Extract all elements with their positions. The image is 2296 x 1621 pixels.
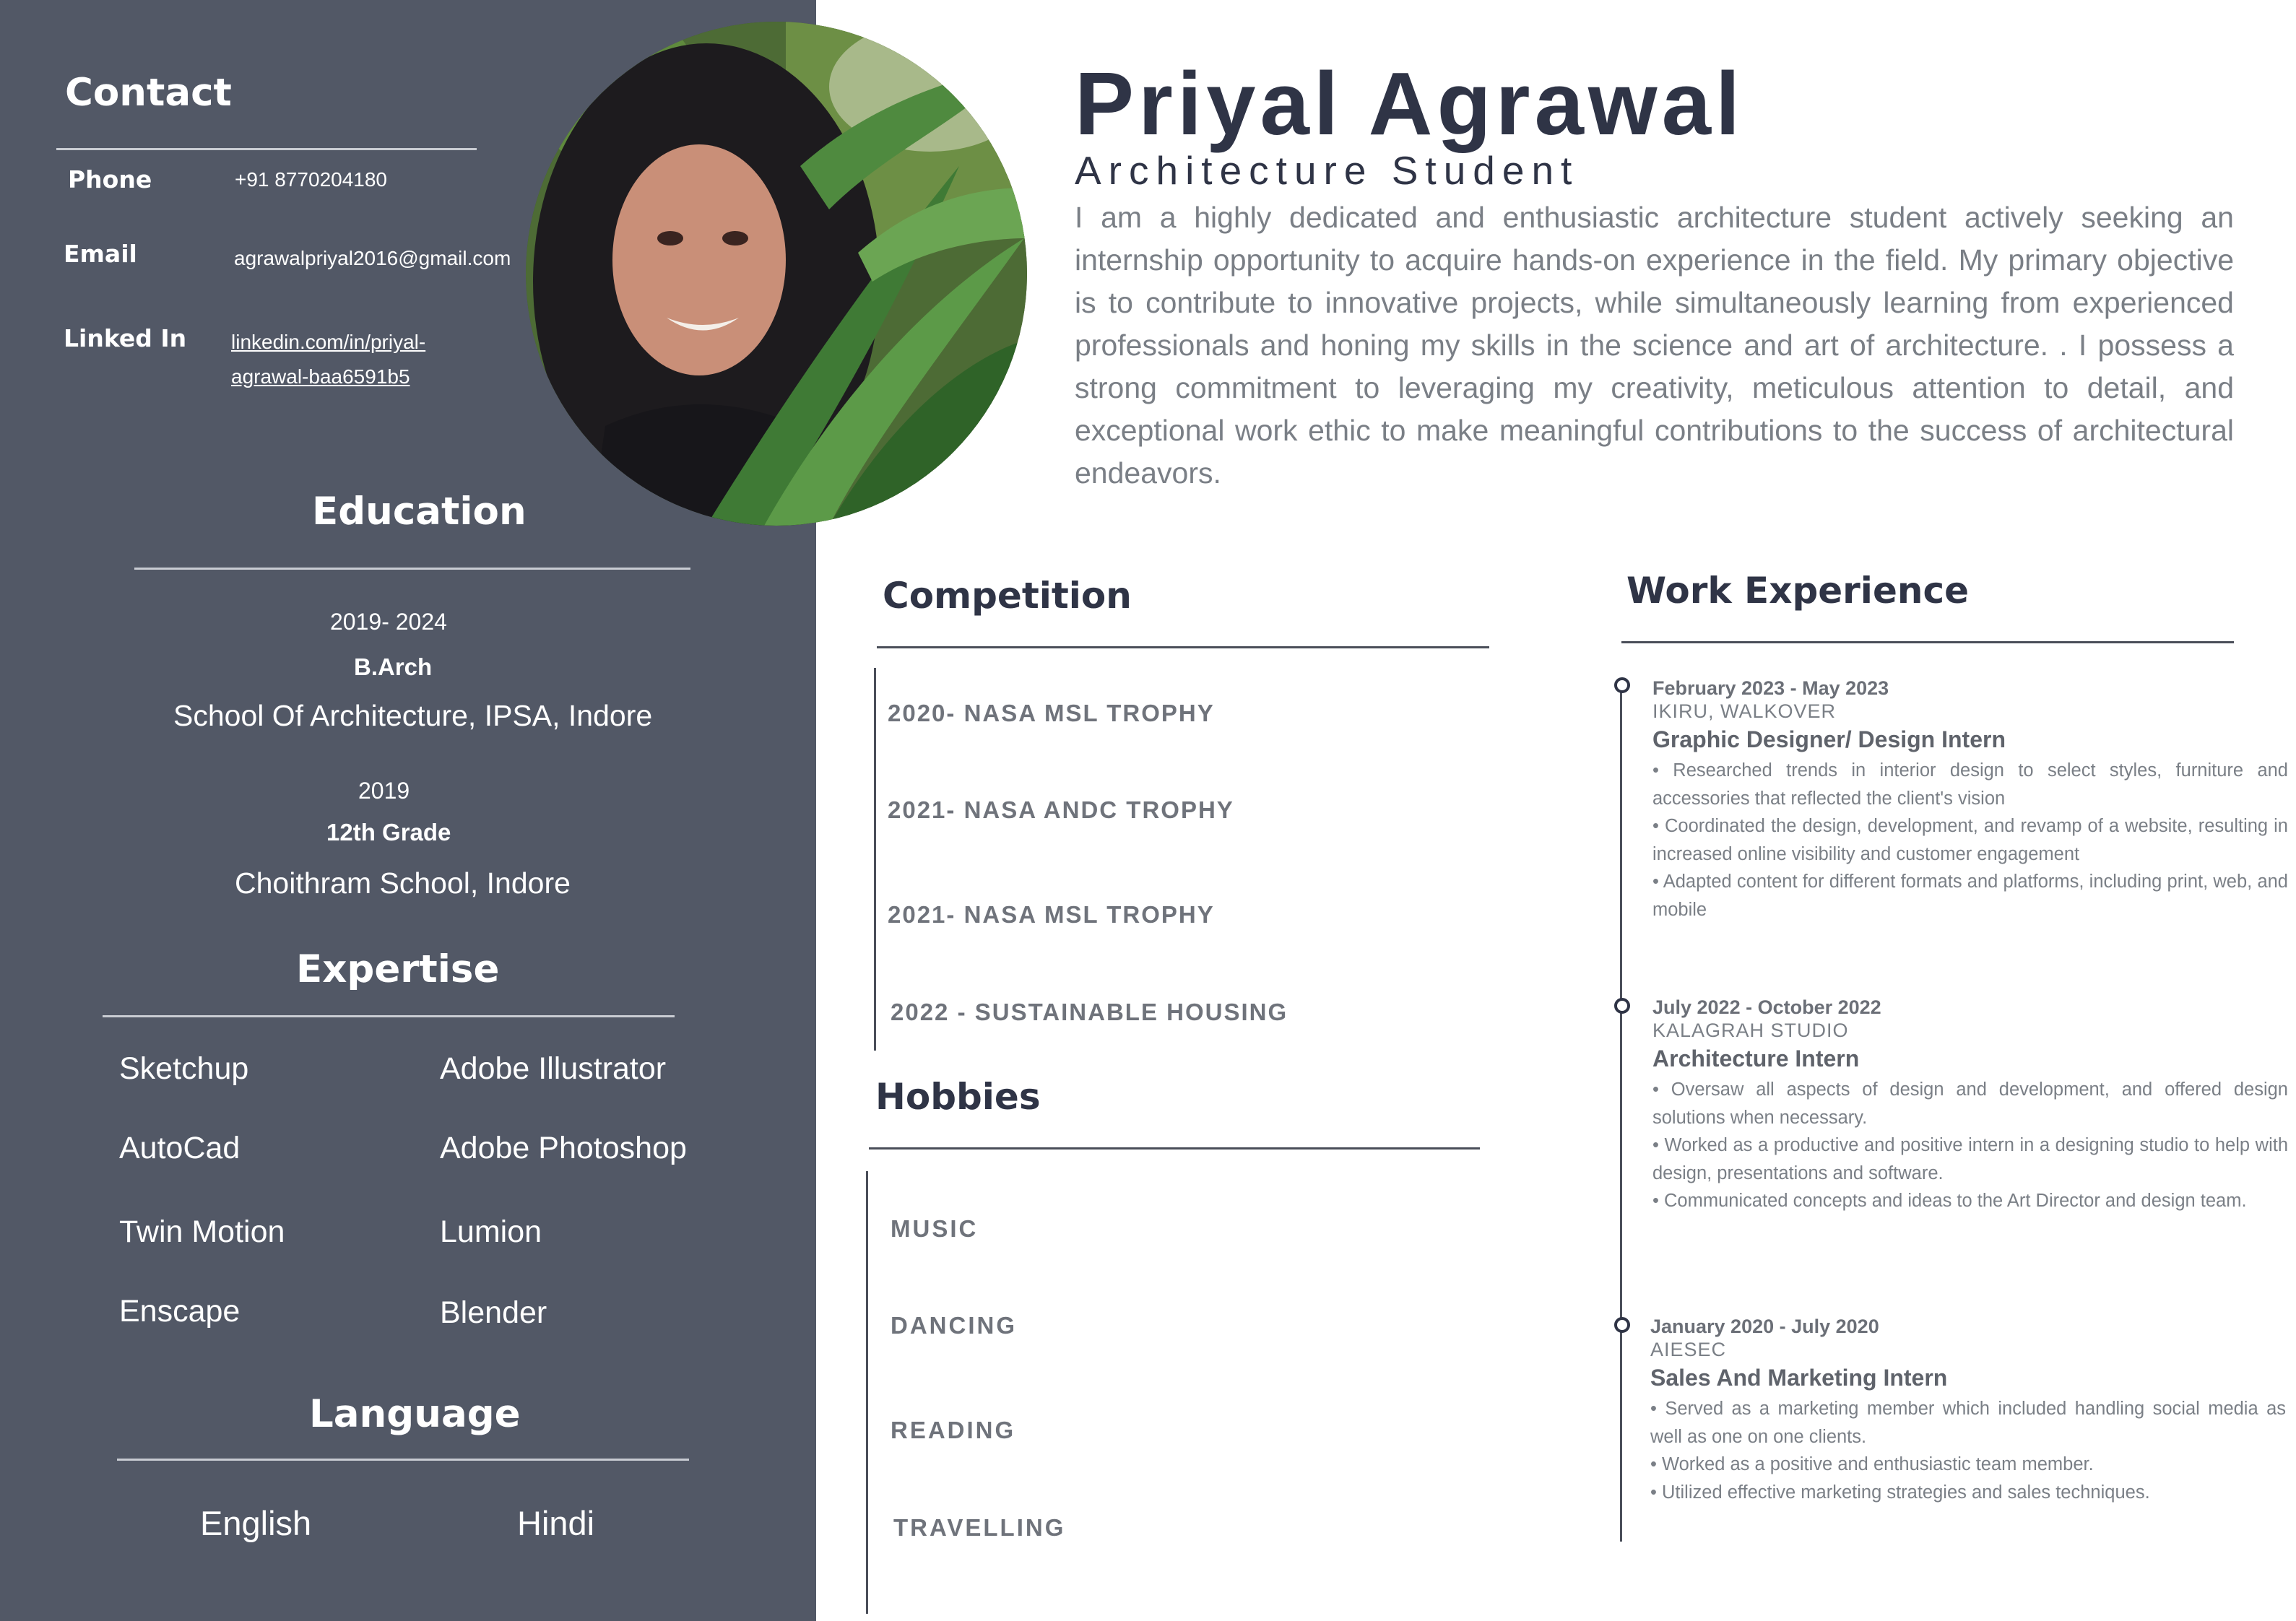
job-company: IKIRU, WALKOVER <box>1652 700 1837 722</box>
linkedin-link-line1[interactable]: linkedin.com/in/priyal- <box>231 331 426 353</box>
skill-item: Twin Motion <box>119 1214 285 1249</box>
education-school: Choithram School, Indore <box>235 866 571 900</box>
competition-item: 2021- NASA MSL TROPHY <box>888 901 1215 928</box>
work-experience-divider <box>1621 641 2234 643</box>
education-years: 2019 <box>358 778 410 804</box>
linkedin-label: Linked In <box>64 324 187 352</box>
hobbies-divider <box>869 1147 1480 1150</box>
competition-divider <box>877 646 1489 648</box>
job-bullet: • Worked as a productive and positive intern in a designing studio to help with design, presentations and software. <box>1652 1135 2288 1183</box>
job-bullet: • Coordinated the design, development, and revamp of a website, resulting in increased online visibility and customer engagement <box>1652 816 2288 864</box>
hobbies-timeline <box>866 1171 868 1614</box>
competition-item: 2022 - SUSTAINABLE HOUSING <box>891 999 1288 1025</box>
expertise-divider <box>103 1015 675 1017</box>
education-school: School Of Architecture, IPSA, Indore <box>173 699 653 732</box>
language-item: Hindi <box>517 1504 595 1542</box>
education-degree: 12th Grade <box>326 819 451 846</box>
phone-label: Phone <box>68 165 152 194</box>
hobby-item: MUSIC <box>891 1215 979 1242</box>
skill-item: Sketchup <box>119 1051 249 1086</box>
education-heading: Education <box>312 490 527 534</box>
language-heading: Language <box>309 1392 521 1436</box>
skill-item: Enscape <box>119 1294 241 1329</box>
job-company: AIESEC <box>1650 1339 1727 1360</box>
job-company: KALAGRAH STUDIO <box>1652 1020 1849 1041</box>
contact-divider <box>56 148 477 150</box>
job-bullet: • Utilized effective marketing strategies and sales techniques. <box>1650 1482 2150 1503</box>
competition-timeline <box>874 668 876 1051</box>
education-divider <box>134 568 690 570</box>
job-title: Graphic Designer/ Design Intern <box>1652 726 2006 752</box>
contact-heading: Contact <box>65 71 232 115</box>
linkedin-link[interactable] <box>231 325 425 394</box>
expertise-heading: Expertise <box>296 947 500 991</box>
profile-photo <box>526 22 1027 526</box>
job-title: Architecture Intern <box>1652 1046 1860 1072</box>
job-entry <box>1650 1314 2286 1506</box>
skill-item: Blender <box>440 1295 547 1330</box>
job-title: Sales And Marketing Intern <box>1650 1365 1948 1391</box>
work-experience-timeline <box>1620 682 1622 1542</box>
hobby-item: DANCING <box>891 1312 1017 1339</box>
job-entry <box>1652 995 2288 1215</box>
hobbies-heading: Hobbies <box>875 1076 1041 1118</box>
timeline-dot <box>1614 1317 1630 1333</box>
job-bullet: • Worked as a positive and enthusiastic team member. <box>1650 1454 2094 1474</box>
job-dates: July 2022 - October 2022 <box>1652 996 1881 1018</box>
competition-heading: Competition <box>883 575 1132 617</box>
job-bullet: • Oversaw all aspects of design and development, and offered design solutions when necessary. <box>1652 1079 2288 1128</box>
language-item: English <box>200 1504 312 1542</box>
job-bullet: • Served as a marketing member which included handling social media as well as one on one clients. <box>1650 1399 2286 1447</box>
skill-item: Lumion <box>440 1214 542 1249</box>
education-years: 2019- 2024 <box>330 609 447 635</box>
skill-item: AutoCad <box>119 1131 241 1165</box>
candidate-role: Architecture Student <box>1075 148 1580 193</box>
timeline-dot <box>1614 677 1630 693</box>
email-label: Email <box>64 240 137 268</box>
candidate-name: Priyal Agrawal <box>1075 55 1745 154</box>
profile-summary: I am a highly dedicated and enthusiastic architecture student actively seeking an internship opportunity to acquire hands-on experience in the field. My primary objective is to contribute to innovative projects, while simultaneously learning from experienced professionals and honing my skills in the science and art of architecture. . I possess a strong commitment to leveraging my creativity, meticulous attention to detail, and exceptional work ethic to make meaningful contributions to the success of architectural endeavors. <box>1075 201 2234 490</box>
linkedin-link-line2[interactable]: agrawal-baa6591b5 <box>231 365 410 388</box>
job-dates: February 2023 - May 2023 <box>1652 677 1889 699</box>
job-bullet: • Communicated concepts and ideas to the Art Director and design team. <box>1652 1191 2247 1211</box>
job-bullet: • Researched trends in interior design to select styles, furniture and accessories that reflected the client's vision <box>1652 760 2288 809</box>
competition-item: 2020- NASA MSL TROPHY <box>888 700 1215 726</box>
language-divider <box>117 1459 689 1461</box>
job-entry <box>1652 676 2288 924</box>
job-bullet: • Adapted content for different formats and platforms, including print, web, and mobile <box>1652 872 2288 920</box>
job-dates: January 2020 - July 2020 <box>1650 1316 1879 1337</box>
phone-value: +91 8770204180 <box>235 168 387 191</box>
skill-item: Adobe Illustrator <box>440 1051 667 1086</box>
profile-photo-illustration <box>526 22 1027 526</box>
education-degree: B.Arch <box>354 653 433 680</box>
email-value[interactable]: agrawalpriyal2016@gmail.com <box>234 247 511 269</box>
timeline-dot <box>1614 998 1630 1014</box>
hobby-item: READING <box>891 1417 1016 1443</box>
work-experience-heading: Work Experience <box>1626 570 1969 612</box>
skill-item: Adobe Photoshop <box>440 1131 687 1165</box>
hobby-item: TRAVELLING <box>893 1514 1066 1541</box>
competition-item: 2021- NASA ANDC TROPHY <box>888 796 1234 823</box>
